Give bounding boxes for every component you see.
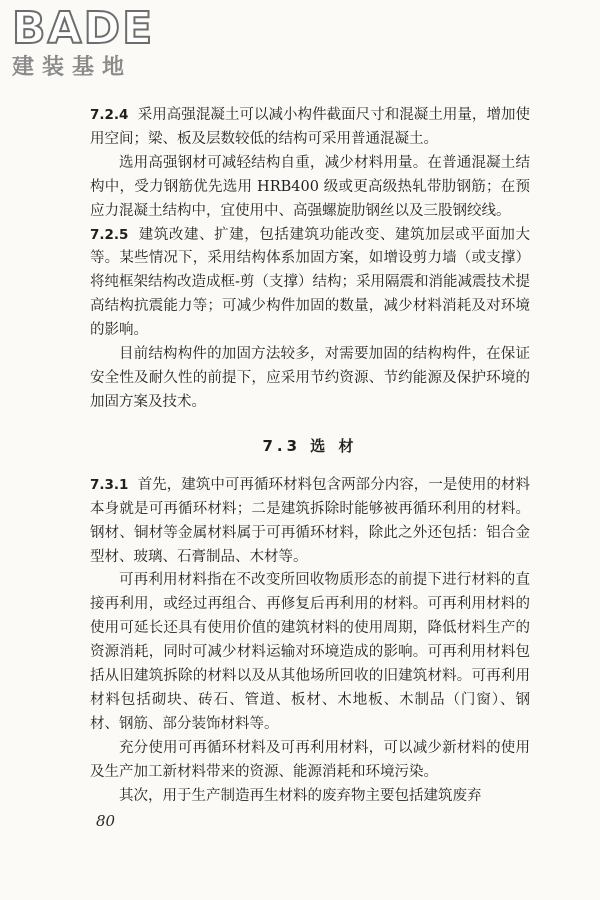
section-title: 7.3 选 材 — [262, 436, 358, 455]
paragraph-recycling-benefits: 充分使用可再循环材料及可再利用材料，可以减少新材料的使用及生产加工新材料带来的资源、能源消耗和环境污染。 — [90, 739, 530, 780]
document-body — [90, 104, 530, 808]
clause-number: 7.2.5 — [90, 226, 129, 243]
paragraph-7-2-5 — [90, 224, 530, 344]
paragraph-waste-materials: 其次，用于生产制造再生材料的废弃物主要包括建筑废弃 — [119, 787, 482, 804]
page-number: 80 — [96, 812, 116, 830]
paragraph-reinforcement-methods: 目前结构构件的加固方法较多，对需要加固的结构构件，在保证安全性及耐久性的前提下，应采用节约资源、节约能源及保护环境的加固方案及技术。 — [90, 346, 530, 410]
logo-brand: BADE — [12, 3, 155, 54]
clause-number: 7.3.1 — [90, 476, 129, 493]
paragraph-high-strength-steel: 选用高强钢材可减轻结构自重，减少材料用量。在普通混凝土结构中，受力钢筋优先选用 HRB400 级或更高级热轧带肋钢筋；在预应力混凝土结构中，宜使用中、高强螺旋肋钢丝以及三股钢绞线。 — [90, 154, 530, 219]
logo-subtitle: 建装基地 — [12, 55, 133, 80]
paragraph-7-3-1 — [90, 474, 530, 570]
bade-logo — [12, 3, 182, 86]
clause-number: 7.2.4 — [90, 107, 129, 123]
clause-text: 建筑改建、扩建，包括建筑功能改变、建筑加层或平面加大等。某些情况下，采用结构体系加固方案，如增设剪力墙（或支撑）将纯框架结构改造成框-剪（支撑）结构；采用隔震和消能减震技术提高结构抗震能力等；可减少构件加固的数量，减少材料消耗及对环境的影响。 — [90, 226, 531, 339]
clause-text: 首先，建筑中可再循环材料包含两部分内容，一是使用的材料本身就是可再循环材料；二是建筑拆除时能够被再循环利用的材料。钢材、铜材等金属材料属于可再循环材料，除此之外还包括：铝合金型材、玻璃、石膏制品、木材等。 — [90, 476, 530, 565]
paragraph-7-2-4 — [90, 104, 530, 152]
clause-text: 采用高强混凝土可以减小构件截面尺寸和混凝土用量，增加使用空间；梁、板及层数较低的结构可采用普通混凝土。 — [90, 107, 530, 147]
paragraph-reusable-materials: 可再利用材料指在不改变所回收物质形态的前提下进行材料的直接再利用，或经过再组合、再修复后再利用的材料。可再利用材料的使用可延长还具有使用价值的建筑材料的使用周期，降低材料生产的资源消耗，同时可减少材料运输对环境造成的影响。可再利用材料包括从旧建筑拆除的材料以及从其他场所回收的旧建筑材料。可再利用材料包括砌块、砖石、管道、板材、木地板、木制品（门窗）、钢材、钢筋、部分装饰材料等。 — [90, 572, 530, 732]
